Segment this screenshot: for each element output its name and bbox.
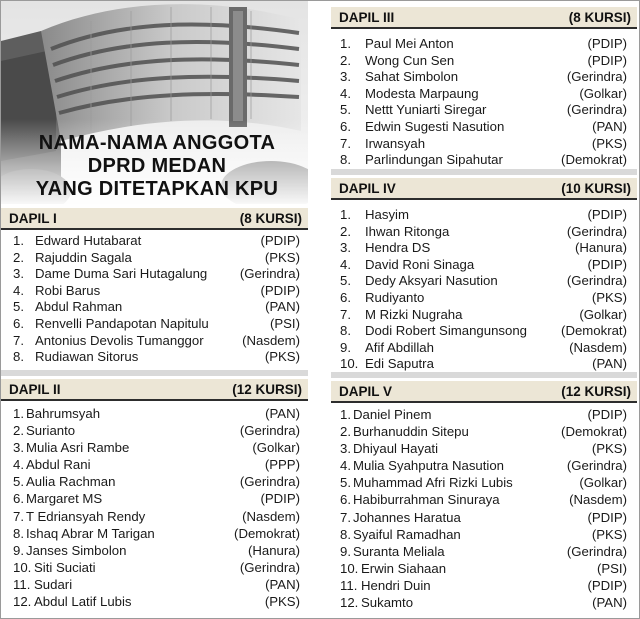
member-number: 4. [13,457,24,473]
member-party: (PAN) [265,406,300,421]
member-name: Muhammad Afri Rizki Lubis [353,475,513,491]
member-number: 8. [340,152,351,168]
member-party: (PAN) [265,576,300,592]
list-item [340,290,627,307]
dapil-seats: (12 KURSI) [561,384,631,399]
list-item [13,423,300,440]
member-number: 3. [340,69,351,85]
list-item [340,323,627,340]
member-party: (Demokrat) [561,323,627,339]
member-party: (Golkar) [252,440,300,456]
title-line-1: NAMA-NAMA ANGGOTA [38,132,276,154]
member-name: Wong Cun Sen [365,52,455,68]
member-number: 3. [340,240,351,256]
building-photo [1,1,308,204]
member-number: 1. [13,406,24,421]
member-name: Bahrumsyah [26,406,101,421]
member-party: (Hanura) [574,240,627,256]
member-name: Antonius Devolis Tumanggor [35,332,204,348]
list-item [13,577,300,594]
list-item [13,333,300,350]
member-number: 2. [13,423,24,439]
member-number: 2. [340,223,351,239]
list-item [340,527,627,544]
member-name: Hendri Duin [361,577,431,593]
member-number: 2. [13,249,24,265]
member-number: 9. [340,543,351,559]
member-party: (PKS) [591,526,627,542]
member-name: Surianto [26,423,76,439]
list-item [340,257,627,274]
list-item [13,457,300,474]
member-party: (PKS) [264,249,300,265]
list-item [340,340,627,357]
member-party: (Gerindra) [239,559,300,575]
dapil-1-section [1,205,308,366]
list-item [340,578,627,595]
list-item [340,224,627,241]
list-item [340,69,627,86]
member-name: Margaret MS [26,491,103,507]
member-name: T Edriansyah Rendy [26,508,146,524]
member-party: (Demokrat) [234,525,300,541]
list-item [340,86,627,103]
member-number: 4. [340,85,351,101]
member-party: (PKS) [264,594,300,610]
list-item [13,283,300,300]
dapil-name: DAPIL IV [339,181,396,196]
member-party: (Nasdem) [242,332,300,348]
member-number: 6. [340,492,351,508]
member-party: (PDIP) [587,509,627,525]
list-item [340,273,627,290]
list-item [13,316,300,333]
member-number: 1. [13,233,24,248]
member-number: 8. [340,323,351,339]
member-name: Abdul Latif Lubis [34,594,132,610]
member-party: (Demokrat) [561,424,627,440]
member-number: 1. [340,36,351,51]
member-name: Renvelli Pandapotan Napitulu [35,315,209,331]
member-party: (PDIP) [587,52,627,68]
member-number: 7. [13,332,24,348]
dapil-5-header [331,378,637,403]
member-name: Burhanuddin Sitepu [353,424,469,440]
member-name: Syaiful Ramadhan [353,526,461,542]
list-item [340,136,627,153]
member-name: Suranta Meliala [353,543,445,559]
member-number: 8. [340,526,351,542]
member-party: (Golkar) [579,306,627,322]
member-name: Hasyim [365,207,409,222]
member-name: Daniel Pinem [353,407,432,422]
list-item [340,307,627,324]
list-item [340,561,627,578]
dapil-4-list [340,207,627,373]
member-party: (PDIP) [587,577,627,593]
member-number: 3. [13,440,24,456]
list-item [340,119,627,136]
member-party: (Gerindra) [566,458,627,474]
member-number: 12. [340,595,359,611]
member-name: Parlindungan Sipahutar [365,152,503,168]
member-party: (PKS) [264,349,300,365]
page-title [23,132,291,201]
column-gap [309,1,331,617]
member-party: (PDIP) [587,256,627,272]
member-number: 4. [13,282,24,298]
member-party: (Golkar) [579,85,627,101]
member-number: 9. [340,339,351,355]
member-party: (PDIP) [260,491,300,507]
member-name: Ihwan Ritonga [365,223,450,239]
member-party: (PKS) [591,441,627,457]
list-item [13,474,300,491]
member-number: 5. [340,273,351,289]
member-party: (PDIP) [260,233,300,248]
member-number: 6. [13,315,24,331]
list-item [340,407,627,424]
member-name: Mulia Asri Rambe [26,440,130,456]
list-item [13,250,300,267]
title-line-3: YANG DITETAPKAN KPU [35,178,279,200]
list-item [340,152,627,169]
list-item [13,560,300,577]
member-number: 7. [13,508,24,524]
member-number: 3. [13,266,24,282]
member-number: 8. [13,349,24,365]
list-item [13,266,300,283]
dapil-5-section [331,378,637,612]
member-number: 11. [13,576,31,592]
member-number: 2. [340,424,351,440]
dapil-seats: (8 KURSI) [568,10,631,25]
member-name: Hendra DS [365,240,431,256]
dapil-name: DAPIL I [9,211,57,226]
member-party: (Hanura) [247,542,300,558]
member-name: Rudiyanto [365,289,425,305]
member-party: (PAN) [592,118,627,134]
dapil-3-header [331,4,637,29]
member-name: Dodi Robert Simangunsong [365,323,528,339]
dapil-1-list [13,233,300,366]
list-item [340,356,627,373]
member-number: 1. [340,207,351,222]
member-party: (PDIP) [260,282,300,298]
list-item [13,491,300,508]
member-party: (Nasdem) [242,508,300,524]
member-number: 10. [340,356,359,372]
member-name: Rudiawan Sitorus [35,349,139,365]
dapil-seats: (12 KURSI) [232,382,302,397]
member-name: Mulia Syahputra Nasution [353,458,505,474]
member-name: Edwin Sugesti Nasution [365,118,505,134]
list-item [13,406,300,423]
member-name: Sahat Simbolon [365,69,459,85]
member-party: (Gerindra) [566,102,627,118]
list-item [340,475,627,492]
member-name: Dame Duma Sari Hutagalung [35,266,208,282]
list-item [13,526,300,543]
dapil-2-header [1,376,308,401]
member-name: Robi Barus [35,282,101,298]
list-item [340,53,627,70]
member-number: 5. [13,474,24,490]
list-item [13,299,300,316]
member-party: (PAN) [265,299,300,315]
dapil-name: DAPIL II [9,382,61,397]
member-number: 6. [340,289,351,305]
list-item [340,492,627,509]
title-line-2: DPRD MEDAN [87,155,227,177]
dapil-4-header [331,175,637,200]
member-name: Rajuddin Sagala [35,249,132,265]
member-party: (Gerindra) [239,474,300,490]
member-party: (PAN) [592,356,627,372]
member-party: (Golkar) [579,475,627,491]
member-number: 2. [340,52,351,68]
member-party: (PSI) [269,315,300,331]
member-number: 6. [340,118,351,134]
member-name: Sukamto [361,595,414,611]
list-item [340,424,627,441]
dapil-1-header [1,205,308,230]
dapil-seats: (8 KURSI) [239,211,302,226]
member-number: 5. [340,102,351,118]
list-item [340,240,627,257]
list-item [340,595,627,612]
member-number: 12. [13,594,32,610]
member-name: Dhiyaul Hayati [353,441,439,457]
dapil-3-list [340,36,627,169]
member-party: (PPP) [264,457,300,473]
member-name: Nettt Yuniarti Siregar [365,102,487,118]
list-item [13,233,300,250]
member-name: Dedy Aksyari Nasution [365,273,498,289]
member-number: 3. [340,441,351,457]
member-party: (Gerindra) [566,543,627,559]
member-number: 9. [13,542,24,558]
member-party: (Nasdem) [569,492,627,508]
member-party: (PDIP) [587,36,627,51]
dapil-4-section [331,175,637,373]
member-number: 6. [13,491,24,507]
list-item [340,207,627,224]
member-party: (Gerindra) [239,266,300,282]
member-number: 10. [340,560,359,576]
member-name: Ishaq Abrar M Tarigan [26,525,155,541]
list-item [13,594,300,611]
member-party: (Nasdem) [569,339,627,355]
member-name: Edi Saputra [365,356,434,372]
member-party: (Gerindra) [566,223,627,239]
member-party: (PKS) [591,135,627,151]
list-item [13,543,300,560]
dapil-3-section [331,4,637,169]
member-name: David Roni Sinaga [365,256,475,272]
list-item [340,510,627,527]
member-number: 5. [340,475,351,491]
member-number: 10. [13,559,32,575]
member-name: Siti Suciati [34,559,96,575]
member-party: (Gerindra) [239,423,300,439]
dapil-name: DAPIL V [339,384,393,399]
list-item [340,544,627,561]
member-party: (PSI) [596,560,627,576]
member-name: Edward Hutabarat [35,233,142,248]
list-item [13,509,300,526]
member-name: Janses Simbolon [26,542,127,558]
member-name: Paul Mei Anton [365,36,454,51]
member-number: 4. [340,458,351,474]
list-item [340,441,627,458]
member-party: (Gerindra) [566,69,627,85]
list-item [13,349,300,366]
member-party: (PDIP) [587,407,627,422]
member-name: M Rizki Nugraha [365,306,463,322]
member-name: Erwin Siahaan [361,560,447,576]
list-item [13,440,300,457]
member-name: Sudari [34,576,73,592]
list-item [340,102,627,119]
member-party: (Gerindra) [566,273,627,289]
member-number: 1. [340,407,351,422]
member-name: Irwansyah [365,135,426,151]
member-number: 4. [340,256,351,272]
member-party: (PKS) [591,289,627,305]
dapil-seats: (10 KURSI) [561,181,631,196]
member-name: Modesta Marpaung [365,85,479,101]
list-item [340,458,627,475]
dapil-name: DAPIL III [339,10,395,25]
member-party: (PDIP) [587,207,627,222]
member-name: Abdul Rani [26,457,91,473]
member-name: Habiburrahman Sinuraya [353,492,500,508]
member-name: Johannes Haratua [353,509,461,525]
member-number: 11. [340,577,358,593]
member-name: Afif Abdillah [365,339,434,355]
member-number: 7. [340,306,351,322]
dapil-5-list [340,407,627,612]
member-name: Aulia Rachman [26,474,116,490]
dapil-2-section [1,376,308,611]
member-number: 5. [13,299,24,315]
member-number: 7. [340,509,351,525]
list-item [340,36,627,53]
member-party: (PAN) [592,595,627,611]
member-number: 7. [340,135,351,151]
member-name: Abdul Rahman [35,299,123,315]
dapil-2-list [13,406,300,611]
member-party: (Demokrat) [561,152,627,168]
member-number: 8. [13,525,24,541]
